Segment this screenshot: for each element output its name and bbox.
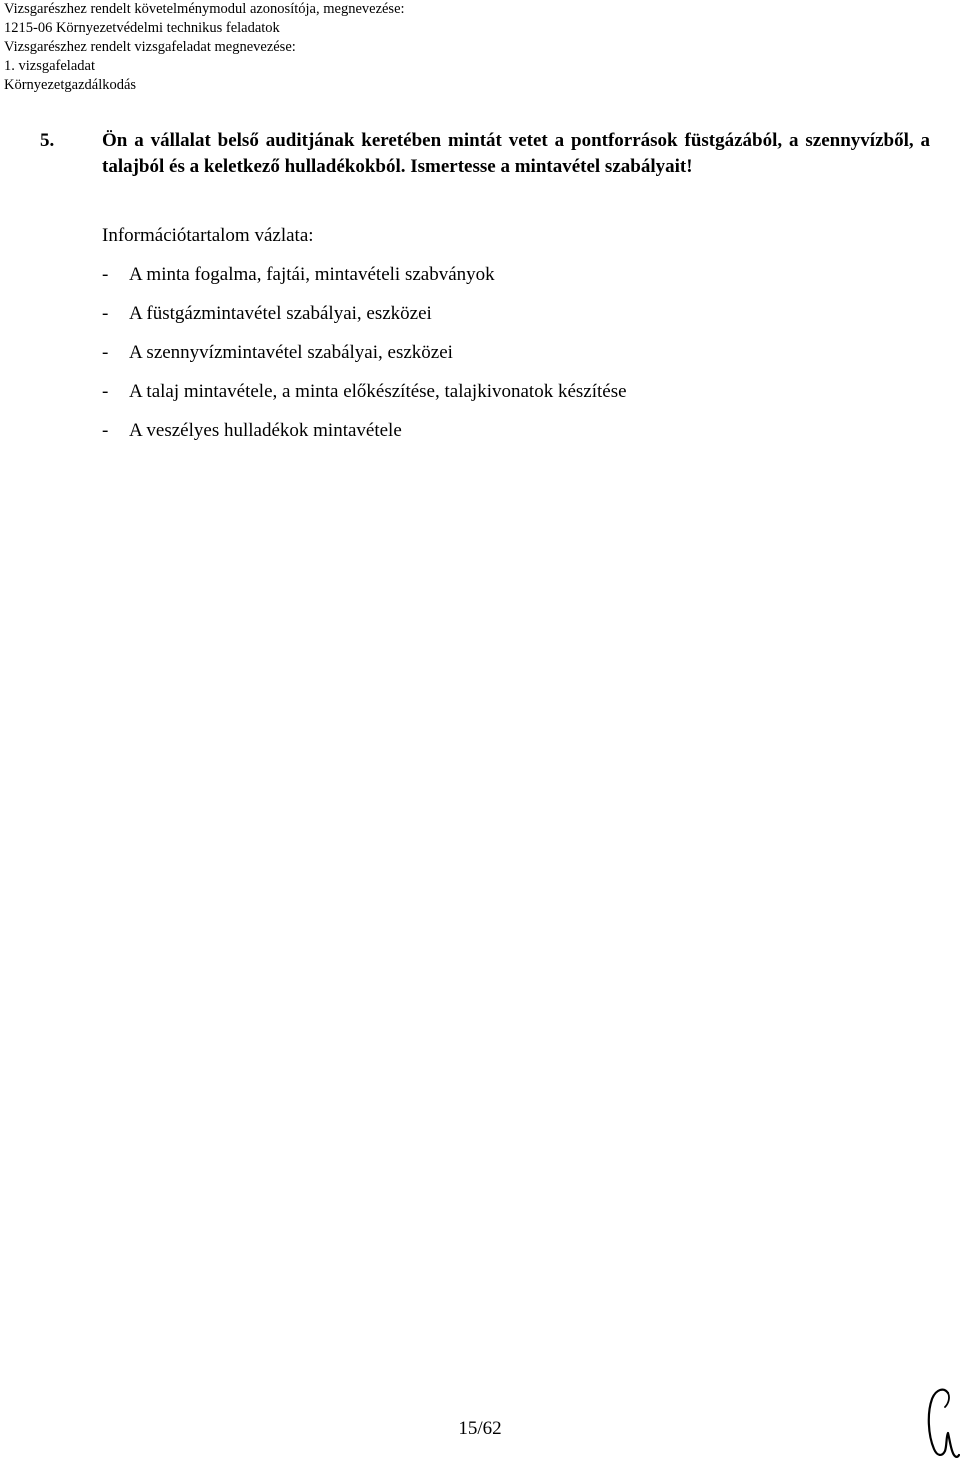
list-item (102, 301, 922, 327)
list-item (102, 340, 922, 366)
header-module-label: Vizsgarészhez rendelt követelménymodul azonosítója, megnevezése: (4, 1, 405, 17)
header-task-name: Környezetgazdálkodás (4, 77, 137, 93)
header-task-number: 1. vizsgafeladat (4, 58, 95, 74)
info-outline (102, 223, 922, 457)
page-number: 15/62 (458, 1418, 502, 1439)
header-module-name: 1215-06 Környezetvédelmi technikus feladatok (4, 20, 280, 36)
list-item (102, 262, 922, 288)
info-list (102, 262, 922, 444)
list-item-text: A talaj mintavétele, a minta előkészítése, talajkivonatok készítése (129, 381, 627, 402)
task-text: Ön a vállalat belső auditjának keretében mintát vetet a pontforrások füstgázából, a szennyvízből, a talajból és a keletkező hulladékokból. Ismertesse a mintavétel szabályait! (102, 130, 930, 177)
task-block (40, 128, 930, 180)
list-item (102, 379, 922, 405)
signature-mark (918, 1385, 960, 1460)
list-dash: - (102, 342, 109, 363)
list-item-text: A veszélyes hulladékok mintavétele (129, 420, 402, 441)
document-header (4, 0, 904, 95)
list-item-text: A szennyvízmintavétel szabályai, eszközei (129, 342, 453, 363)
list-item-text: A füstgázmintavétel szabályai, eszközei (129, 303, 432, 324)
list-dash: - (102, 420, 109, 441)
header-task-label: Vizsgarészhez rendelt vizsgafeladat megnevezése: (4, 39, 296, 55)
list-dash: - (102, 303, 109, 324)
info-title: Információtartalom vázlata: (102, 225, 314, 246)
list-dash: - (102, 381, 109, 402)
task-number: 5. (40, 130, 55, 151)
task-row (40, 128, 930, 180)
list-dash: - (102, 264, 109, 285)
list-item-text: A minta fogalma, fajtái, mintavételi szabványok (129, 264, 495, 285)
list-item (102, 418, 922, 444)
